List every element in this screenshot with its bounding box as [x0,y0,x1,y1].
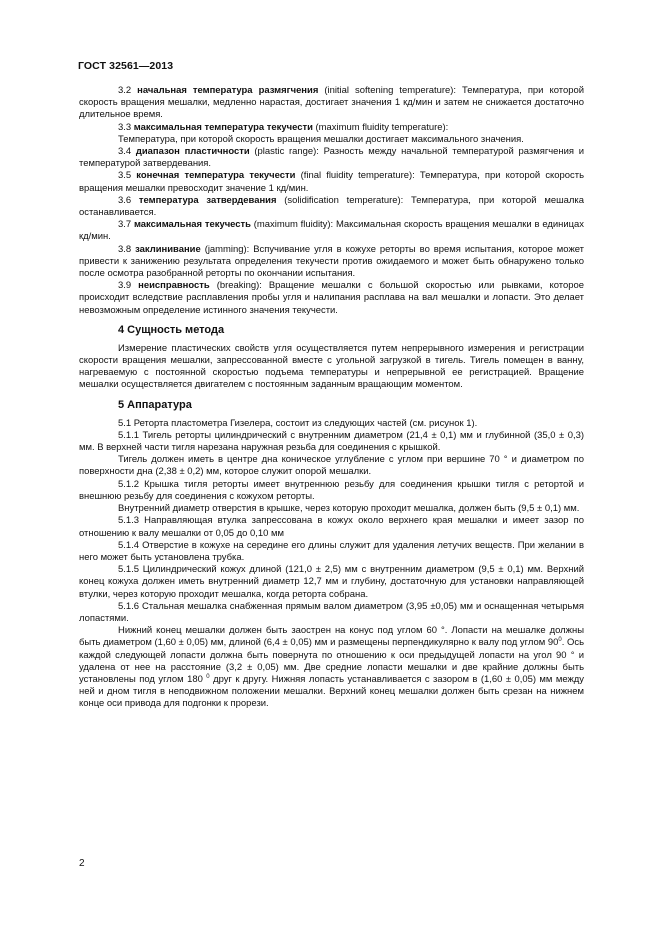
clause-5-1-3: 5.1.3 Направляющая втулка запрессована в кожух около верхнего края мешалки и имеет зазор по отношению к валу мешалки от 0,05 до 0,10 мм [79,515,584,539]
definition-3-5 [79,170,584,194]
term: максимальная текучесть [133,219,251,231]
stirrer-text-part: Нижний конец мешалки должен быть заострен на конус под углом 60 °. Лопасти на мешалке должны быть диаметром (1,60 ± 0,05) мм, длиной (6,4 ± 0,05) мм и размещены перпендикулярно к валу под углом 90 [79,625,584,649]
section-4-paragraph: Измерение пластических свойств угля осуществляется путем непрерывного измерения и регистрации скорости вращения мешалки, запрессованной вместе с угольной загрузкой в тигель. Тигель помещен в ванну, нагреваемую с постоянной скоростью подъема температуры и непрерывной ее регистрацией. Вращение мешалки осуществляется двигателем с постоянным заданным вращающим моментом. [79,342,584,391]
clause-number: 3.4 [118,146,132,158]
section-4-heading: 4 Сущность метода [118,323,225,336]
page-number: 2 [79,858,85,869]
definition-text: (breaking): Вращение мешалки с большой скоростью или рывками, которое происходит вследствие расплавления пробы угля и налипания расплава на вал мешалки и лопасти. Это делает невозможным определение истинного значения текучести. [79,280,584,316]
definition-text: (maximum fluidity temperature): [312,121,449,133]
degree-superscript: 0 [558,637,562,644]
term: начальная температура размягчения [137,85,319,96]
stirrer-text-part: . Ось каждой следующей лопасти должна быть повернута по отношению к оси предыдущей лопасти на угол 90 ° и удалена от нее на расстояние (3,2 ± 0,05) мм. Две средние лопасти мешалки и две крайние должны быть установлены под углом 180 [79,637,584,685]
definition-text: (plastic range): Разность между начальной температурой размягчения и температурой затвердевания. [79,146,585,170]
stirrer-paragraph [79,625,584,710]
term: диапазон пластичности [135,146,250,158]
document-header: ГОСТ 32561—2013 [78,60,174,72]
clause-5-1-1: 5.1.1 Тигель реторты цилиндрический с внутренним диаметром (21,4 ± 0,1) мм и глубинной (35,0 ± 0,3) мм. В верхней части тигля нарезана наружная резьба для соединения с крышкой. [79,429,584,454]
clause-number: 3.9 [118,280,132,292]
term: максимальная температура текучести [133,121,313,133]
definition-3-2 [79,85,584,122]
definition-3-4 [79,146,584,170]
definition-3-6 [79,195,584,219]
term: конечная температура текучести [136,170,296,182]
document-body [79,85,584,711]
definition-3-3-text: Температура, при которой скорость вращения мешалки достигает максимального значения. [118,133,524,145]
clause-number: 3.8 [118,243,132,255]
clause-5-1-4: 5.1.4 Отверстие в кожухе на середине его длины служит для удаления летучих веществ. При желании в него может быть установлена трубка. [79,539,584,563]
clause-5-1-2: 5.1.2 Крышка тигля реторты имеет внутреннюю резьбу для соединения крышки тигля с ретортой и внешнюю резьбу для соединения с кожухом реторты. [79,478,584,502]
term: заклинивание [135,243,201,255]
clause-number: 3.2 [118,85,132,96]
lid-diameter-paragraph: Внутренний диаметр отверстия в крышке, через которую проходит мешалка, должен быть (9,5 ± 0,1) мм. [118,503,580,515]
definition-text: (jamming): Вспучивание угля в кожухе реторты во время испытания, которое может привести к занижению результата определения текучести против ожидаемого и может быть обнаружено только после осмотра разобранной реторты по окончании испытания. [79,243,585,280]
definition-text: (solidification temperature): Температура, при которой мешалка останавливается. [79,194,584,219]
term: неисправность [138,280,210,292]
definition-text: (initial softening temperature): Температура, при которой скорость вращения мешалки, медленно нарастая, достигает значения 1 кд/мин и затем не снижается достаточно длительное время. [79,85,584,121]
definition-3-8 [79,244,584,281]
term: температура затвердевания [138,194,277,206]
crucible-paragraph: Тигель должен иметь в центре дна коническое углубление с углом при вершине 70 ° и диаметром по поверхности дна (2,38 ± 0,2) мм, которое служит опорой мешалки. [79,454,584,478]
definition-3-3 [79,122,584,134]
clause-number: 3.6 [118,194,132,206]
definition-3-9 [79,280,584,317]
clause-number: 3.5 [118,170,132,182]
definition-text: (maximum fluidity): Максимальная скорость вращения мешалки в единицах кд/мин. [79,219,585,243]
clause-number: 3.7 [118,219,132,231]
definition-3-7 [79,219,584,243]
clause-5-1-6: 5.1.6 Стальная мешалка снабженная прямым валом диаметром (3,95 ±0,05) мм и оснащенная четырьмя лопастями. [79,600,584,624]
definition-text: (final fluidity temperature): Температура, при которой скорость вращения мешалки превосходит значение 1 кд/мин. [79,170,584,194]
clause-5-1: 5.1 Реторта пластометра Гизелера, состоит из следующих частей (см. рисунок 1). [118,417,478,429]
clause-number: 3.3 [118,121,132,133]
clause-5-1-5: 5.1.5 Цилиндрический кожух длиной (121,0 ± 2,5) мм с внутренним диаметром (9,5 ± 0,1) мм. Верхний конец кожуха должен иметь внутренний диаметр 12,7 мм и глубину, достаточную для установки направляющей втулки, через которую проходит мешалка, когда реторта собрана. [79,564,584,600]
degree-superscript: 0 [206,673,210,680]
stirrer-text-part: друг к другу. Нижняя лопасть устанавливается с зазором в (1,60 ± 0,05) мм между ней и дном тигля в неподвижном положении мешалки. Верхний конец мешалки должен быть срезан на нижнем конце оси привода для подгонки к прорези. [79,673,584,710]
section-5-heading: 5 Аппаратура [118,398,192,411]
